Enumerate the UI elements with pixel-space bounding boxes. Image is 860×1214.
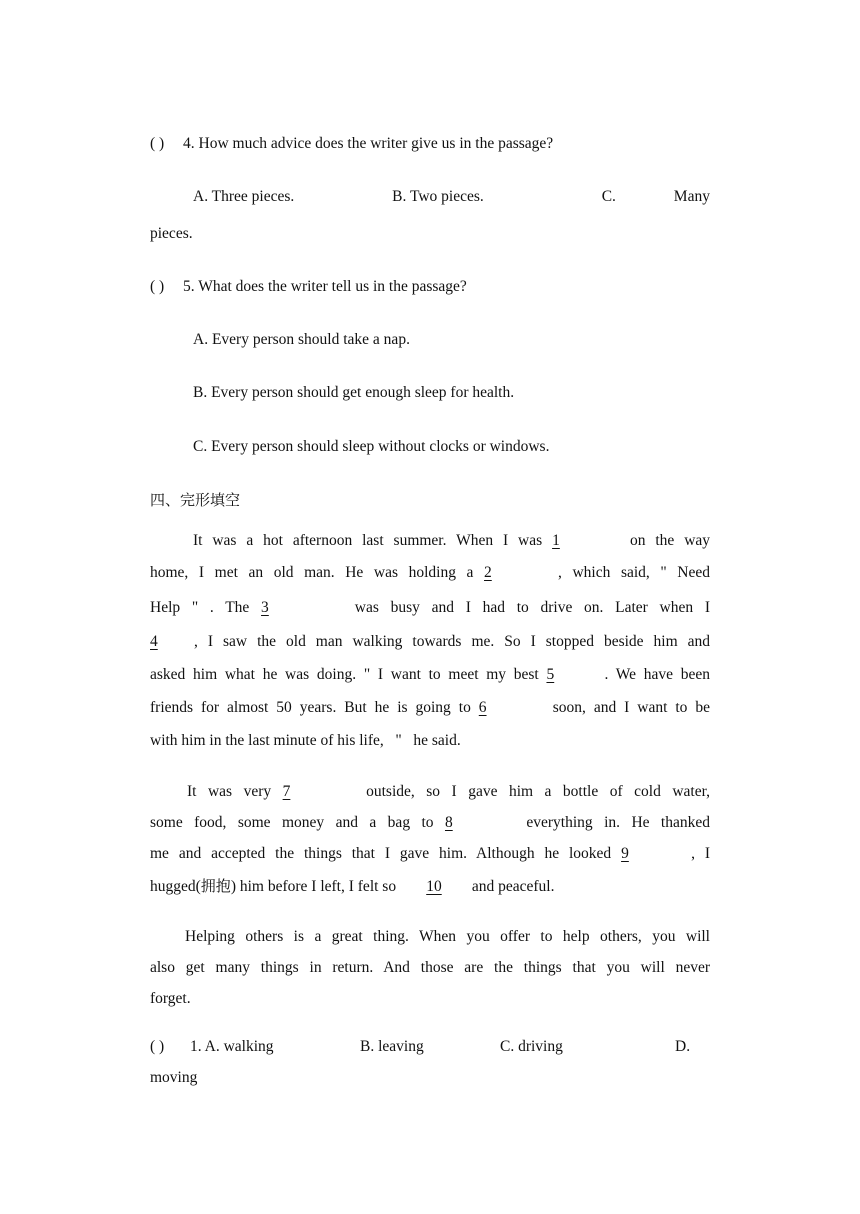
passage-line: It was a hot afternoon last summer. When I was 1 on the way [193,532,711,549]
blank-5: 5 [546,666,555,683]
passage-line: 4 , I saw the old man walking towards me. So I stopped beside him and [150,633,710,650]
blank-1: 1 [552,532,560,549]
option-d-label: D. [675,1038,691,1055]
question-4-options [150,187,710,207]
passage-line: home, I met an old man. He was holding a 2 , which said, " Need [150,564,711,581]
option-c: C. driving [500,1038,563,1055]
blank-10: 10 [426,878,442,895]
question-4 [150,134,553,154]
passage-line: It was very 7 outside, so I gave him a bottle of cold water, [187,783,710,800]
option-b: B. Two pieces. [392,188,484,205]
question-5 [150,277,467,297]
blank-7: 7 [282,783,291,800]
passage-line: some food, some money and a bag to 8 everything in. He thanked [150,814,711,831]
question-stem: 5. What does the writer tell us in the passage? [183,278,467,295]
blank-4: 4 [150,633,158,650]
cloze-question-1 [150,1037,710,1057]
blank-3: 3 [261,599,269,616]
option-c: C. Every person should sleep without clocks or windows. [193,438,550,455]
blank-9: 9 [621,845,629,862]
blank-6: 6 [478,699,487,716]
answer-paren: ( ) [150,1038,165,1055]
passage-line: with him in the last minute of his life, " he said. [150,732,461,749]
passage-line: asked him what he was doing. " I want to meet my best 5 . We have been [150,666,711,683]
section-title: 四、完形填空 [150,491,241,509]
option-a: 1. A. walking [190,1038,274,1055]
answer-paren: ( ) [150,135,165,152]
passage-line: also get many things in return. And those are the things that you will never [150,959,710,976]
option-c-label: C. [601,188,616,205]
option-a: A. Three pieces. [193,188,295,205]
blank-2: 2 [484,564,492,581]
passage-line: Helping others is a great thing. When you offer to help others, you will [185,928,710,945]
answer-paren: ( ) [150,278,165,295]
option-d-continued: moving [150,1069,198,1086]
passage-line: friends for almost 50 years. But he is going to 6 soon, and I want to be [150,699,711,716]
question-stem: 4. How much advice does the writer give us in the passage? [183,135,554,152]
passage-line: me and accepted the things that I gave him. Although he looked 9 , I [150,845,710,862]
option-b: B. leaving [360,1038,424,1055]
passage-line: hugged(拥抱) him before I left, I felt so 10 and peaceful. [150,877,555,895]
option-c-word: Many [673,188,710,205]
option-c-continued: pieces. [150,225,193,242]
passage-line: forget. [150,990,191,1007]
passage-line: Help " . The 3 was busy and I had to drive on. Later when I [150,599,711,616]
blank-8: 8 [444,814,453,831]
option-b: B. Every person should get enough sleep for health. [193,384,515,401]
option-a: A. Every person should take a nap. [193,331,410,348]
